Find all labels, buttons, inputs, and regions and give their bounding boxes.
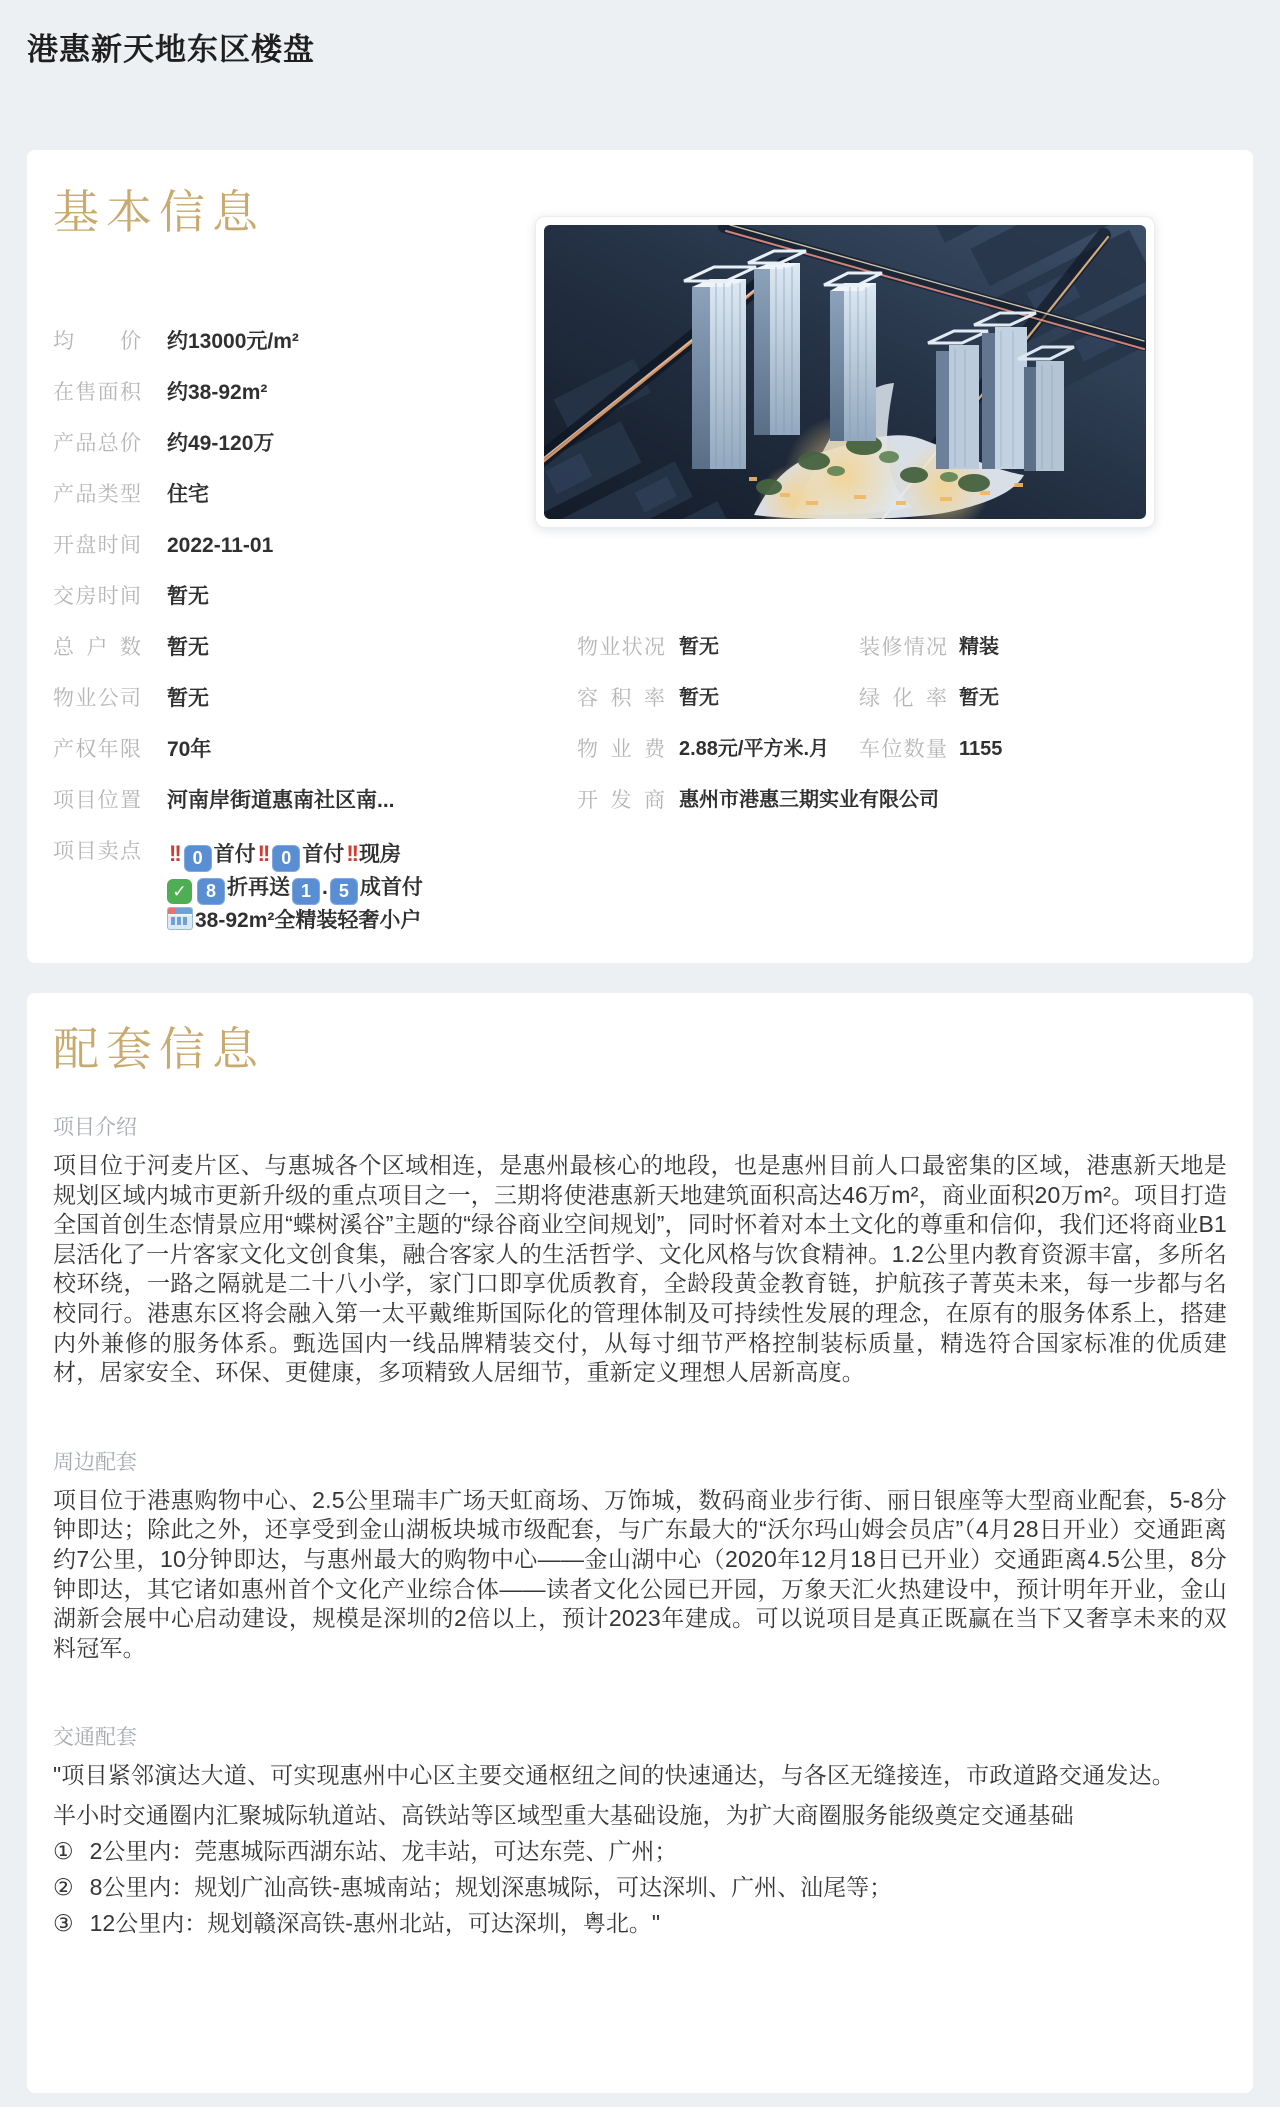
facility-list-text: 8公里内：规划广汕高铁-惠城南站；规划深惠城际，可达深圳、广州、汕尾等； bbox=[89, 1873, 893, 1900]
field-value: 住宅 bbox=[167, 483, 209, 506]
field-value: 2022-11-01 bbox=[167, 534, 274, 557]
basic-info-row bbox=[53, 481, 513, 532]
check-icon: ✓ bbox=[167, 879, 192, 904]
facility-section-label: 交通配套 bbox=[53, 1726, 137, 1750]
field-label: 总户数 bbox=[53, 636, 141, 659]
facility-list-item bbox=[53, 1869, 1227, 1905]
field-value: 约49-120万 bbox=[167, 432, 275, 455]
selling-point-line bbox=[167, 905, 423, 936]
field-label: 在售面积 bbox=[53, 381, 141, 404]
selling-point-text: . bbox=[322, 876, 328, 899]
field-value: 暂无 bbox=[959, 687, 999, 709]
field-value: 约13000元/m² bbox=[167, 330, 299, 353]
alert-icon: !! bbox=[257, 841, 269, 866]
keycap-5-icon: 5 bbox=[330, 878, 358, 905]
field-label: 绿化率 bbox=[859, 687, 947, 710]
selling-point-line bbox=[167, 838, 423, 872]
facility-section bbox=[53, 1446, 1227, 1664]
keycap-0-icon: 0 bbox=[184, 845, 212, 872]
basic-info-row bbox=[53, 583, 513, 634]
basic-info-heading: 基本信息 bbox=[53, 186, 265, 238]
selling-point-text: 38-92m²全精装轻奢小户 bbox=[195, 909, 422, 932]
field-label: 开盘时间 bbox=[53, 534, 141, 557]
facility-list-text: 12公里内：规划赣深高铁-惠州北站，可达深圳，粤北。" bbox=[89, 1909, 661, 1936]
field-value[interactable]: 河南岸街道惠南社区南... bbox=[167, 789, 395, 812]
field-label: 开发商 bbox=[577, 789, 665, 812]
property-photo[interactable] bbox=[535, 216, 1155, 528]
field-label: 装修情况 bbox=[859, 636, 947, 659]
keycap-1-icon: 1 bbox=[292, 878, 320, 905]
field-value: 暂无 bbox=[679, 687, 719, 709]
selling-point-text: 成首付 bbox=[359, 876, 423, 899]
basic-info-grid-row bbox=[577, 634, 1237, 685]
field-value: 1155 bbox=[959, 738, 1003, 760]
facility-section bbox=[53, 1721, 1227, 1940]
basic-info-grid-row bbox=[577, 736, 1237, 787]
keycap-0-icon: 0 bbox=[272, 845, 300, 872]
field-value: 暂无 bbox=[167, 585, 209, 608]
facility-section bbox=[53, 1111, 1227, 1388]
facility-section-label: 周边配套 bbox=[53, 1450, 137, 1474]
field-value: 暂无 bbox=[679, 636, 719, 658]
field-label: 项目卖点 bbox=[53, 840, 141, 863]
basic-info-card bbox=[27, 150, 1253, 963]
field-value: 70年 bbox=[167, 738, 212, 761]
house-icon bbox=[167, 907, 193, 930]
field-label: 项目位置 bbox=[53, 789, 141, 812]
selling-point-text: 首付 bbox=[213, 843, 256, 866]
basic-info-field-list bbox=[53, 328, 513, 936]
property-photo-render bbox=[544, 225, 1146, 519]
field-value: 惠州市港惠三期实业有限公司 bbox=[679, 789, 939, 811]
basic-info-row bbox=[53, 532, 513, 583]
facilities-card bbox=[27, 993, 1253, 2093]
selling-point-text: 折再送 bbox=[227, 876, 290, 899]
selling-point-line bbox=[167, 872, 423, 905]
facilities-sections bbox=[53, 1111, 1227, 1941]
field-label: 物业费 bbox=[577, 738, 665, 761]
basic-info-row bbox=[53, 328, 513, 379]
basic-info-grid-row bbox=[577, 787, 1237, 838]
field-label: 容积率 bbox=[577, 687, 665, 710]
basic-info-row bbox=[53, 430, 513, 481]
basic-info-row bbox=[53, 634, 513, 685]
selling-points bbox=[167, 838, 423, 936]
basic-info-row bbox=[53, 685, 513, 736]
field-value: 精装 bbox=[959, 636, 999, 658]
basic-info-grid-row bbox=[577, 685, 1237, 736]
alert-icon: !! bbox=[346, 841, 357, 866]
facility-list-item bbox=[53, 1905, 1227, 1941]
facilities-heading: 配套信息 bbox=[53, 1023, 265, 1075]
selling-point-text: 现房 bbox=[358, 843, 401, 866]
field-value: 约38-92m² bbox=[167, 381, 268, 404]
alert-icon: !! bbox=[169, 841, 180, 866]
facility-paragraph: 项目位于港惠购物中心、2.5公里瑞丰广场天虹商场、万饰城，数码商业步行街、丽日银座等大型商业配套，5-8分钟即达；除此之外，还享受到金山湖板块城市级配套，与广东最大的“沃尔玛山姆会员店”（4月28日开业）交通距离约7公里，10分钟即达，与惠州最大的购物中心——金山湖中心（2020年12月18日已开业）交通距离4.5公里，8分钟即达，其它诸如惠州首个文化产业综合体——读者文化公园已开园，万象天汇火热建设中，预计明年开业，金山湖新会展中心启动建设，规模是深圳的2倍以上，预计2023年建成。可以说项目是真正既赢在当下又奢享未来的双料冠军。 bbox=[53, 1486, 1227, 1661]
field-label: 均价 bbox=[53, 330, 141, 353]
field-value: 暂无 bbox=[167, 687, 209, 710]
facility-paragraph: "项目紧邻演达大道、可实现惠州中心区主要交通枢纽之间的快速通达，与各区无缝接连，市政道路交通发达。 bbox=[53, 1762, 1175, 1789]
facility-list-text: 2公里内：莞惠城际西湖东站、龙丰站，可达东莞、广州； bbox=[89, 1837, 678, 1864]
field-value: 暂无 bbox=[167, 636, 209, 659]
page-title: 港惠新天地东区楼盘 bbox=[27, 32, 315, 67]
facility-paragraph: 项目位于河麦片区、与惠城各个区域相连，是惠州最核心的地段，也是惠州目前人口最密集的区域，港惠新天地是规划区域内城市更新升级的重点项目之一，三期将使港惠新天地建筑面积高达46万m²，商业面积20万m²。项目打造全国首创生态情景应用“蝶树溪谷”主题的“绿谷商业空间规划”，同时怀着对本土文化的尊重和信仰，我们还将商业B1层活化了一片客家文化文创食集，融合客家人的生活哲学、文化风格与饮食精神。1.2公里内教育资源丰富，多所名校环绕，一路之隔就是二十八小学，家门口即享优质教育，全龄段黄金教育链，护航孩子菁英未来，每一步都与名校同行。港惠东区将会融入第一太平戴维斯国际化的管理体制及可持续性发展的理念，在原有的服务体系上，搭建内外兼修的服务体系。甄选国内一线品牌精装交付，从每寸细节严格控制装标质量，精选符合国家标准的优质建材，居家安全、环保、更健康，多项精致人居细节，重新定义理想人居新高度。 bbox=[53, 1152, 1227, 1386]
basic-info-row bbox=[53, 379, 513, 430]
facility-list-item bbox=[53, 1833, 1227, 1869]
facility-paragraph: 半小时交通圈内汇聚城际轨道站、高铁站等区域型重大基础设施，为扩大商圈服务能级奠定交通基础 bbox=[53, 1801, 1074, 1828]
field-label: 车位数量 bbox=[859, 738, 947, 761]
list-marker-icon: ① bbox=[53, 1837, 74, 1864]
field-label: 物业公司 bbox=[53, 687, 141, 710]
selling-point-text: 首付 bbox=[302, 843, 345, 866]
field-label: 产权年限 bbox=[53, 738, 141, 761]
field-label: 产品总价 bbox=[53, 432, 141, 455]
facility-list bbox=[53, 1833, 1227, 1941]
keycap-8-icon: 8 bbox=[197, 878, 225, 905]
basic-info-row bbox=[53, 736, 513, 787]
basic-info-row bbox=[53, 787, 513, 838]
list-marker-icon: ③ bbox=[53, 1909, 74, 1936]
facility-section-label: 项目介绍 bbox=[53, 1116, 137, 1139]
field-label: 产品类型 bbox=[53, 483, 141, 506]
field-value: 2.88元/平方米.月 bbox=[679, 738, 830, 760]
field-label: 交房时间 bbox=[53, 585, 141, 608]
list-marker-icon: ② bbox=[53, 1873, 74, 1900]
selling-points-row bbox=[53, 838, 513, 936]
field-label: 物业状况 bbox=[577, 636, 665, 659]
basic-info-extra-grid bbox=[577, 634, 1237, 838]
